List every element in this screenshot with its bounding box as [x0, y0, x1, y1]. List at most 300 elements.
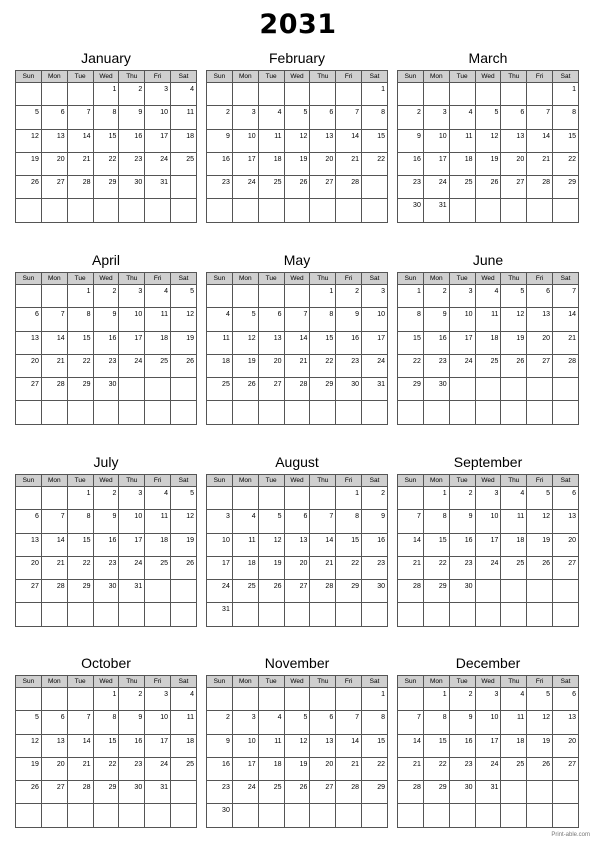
- day-number: 19: [31, 760, 39, 768]
- day-cell: [232, 711, 258, 734]
- day-number: 3: [494, 691, 499, 698]
- day-number: 24: [490, 559, 499, 567]
- day-cell: [41, 510, 67, 533]
- day-cell: [475, 331, 501, 354]
- day-cell: [423, 510, 449, 533]
- day-number: 22: [413, 357, 421, 365]
- weekday-header: Mon: [41, 71, 67, 83]
- day-number: 3: [225, 513, 230, 521]
- day-cell: [207, 580, 233, 603]
- day-number: 23: [377, 559, 385, 567]
- day-cell: [93, 734, 119, 757]
- day-cell: [398, 129, 424, 152]
- weekday-header: Fri: [145, 475, 171, 487]
- day-cell: [398, 580, 424, 603]
- day-cell: [207, 129, 233, 152]
- day-cell: [501, 308, 527, 331]
- day-number: 31: [377, 381, 385, 389]
- day-cell: [145, 152, 171, 175]
- month-name: September: [453, 454, 523, 470]
- weekday-header: Fri: [336, 676, 362, 688]
- day-cell: [362, 176, 388, 199]
- day-number: 4: [164, 288, 169, 295]
- day-cell: [553, 285, 579, 308]
- day-number: 2: [468, 691, 473, 698]
- day-cell: [553, 83, 579, 106]
- day-cell: [398, 556, 424, 579]
- weekday-header: Mon: [423, 273, 449, 285]
- day-number: 9: [138, 714, 143, 722]
- day-number: 18: [464, 155, 473, 163]
- day-number: 8: [86, 513, 91, 521]
- month-table: [397, 474, 579, 627]
- day-cell: [475, 378, 501, 401]
- weekday-header: Sun: [207, 475, 233, 487]
- day-number: 26: [490, 179, 499, 187]
- day-cell: [171, 83, 197, 106]
- day-number: 14: [56, 536, 65, 544]
- day-number: 4: [277, 714, 282, 722]
- day-number: 13: [325, 132, 334, 140]
- weekday-header: Mon: [423, 676, 449, 688]
- day-cell: [527, 603, 553, 626]
- day-number: 19: [542, 737, 551, 745]
- day-cell: [284, 781, 310, 804]
- day-cell: [171, 331, 197, 354]
- day-cell: [171, 510, 197, 533]
- day-cell: [67, 556, 93, 579]
- weekday-header: Thu: [501, 676, 527, 688]
- weekday-header: Tue: [258, 273, 284, 285]
- day-cell: [310, 199, 336, 222]
- day-cell: [310, 285, 336, 308]
- day-cell: [145, 354, 171, 377]
- day-cell: [41, 308, 67, 331]
- day-number: 18: [273, 760, 282, 768]
- day-number: 1: [86, 288, 91, 295]
- day-cell: [527, 354, 553, 377]
- day-number: 12: [186, 513, 194, 521]
- day-cell: [501, 688, 527, 711]
- day-cell: [41, 378, 67, 401]
- day-number: 20: [568, 737, 576, 745]
- day-number: 20: [31, 357, 39, 365]
- day-cell: [16, 83, 42, 106]
- day-cell: [336, 308, 362, 331]
- day-cell: [67, 580, 93, 603]
- weekday-header: Fri: [527, 676, 553, 688]
- day-cell: [41, 331, 67, 354]
- day-cell: [171, 711, 197, 734]
- day-number: 25: [186, 155, 194, 163]
- day-cell: [527, 401, 553, 424]
- month-october: [15, 653, 197, 828]
- day-number: 9: [112, 513, 117, 521]
- day-number: 17: [490, 737, 499, 745]
- day-number: 14: [82, 132, 91, 140]
- day-number: 18: [160, 334, 169, 342]
- day-cell: [310, 688, 336, 711]
- day-number: 21: [82, 760, 91, 768]
- day-number: 28: [82, 784, 91, 792]
- day-cell: [398, 378, 424, 401]
- day-number: 14: [299, 334, 308, 342]
- day-number: 4: [494, 288, 499, 295]
- day-cell: [362, 711, 388, 734]
- day-cell: [423, 129, 449, 152]
- weekday-header: Wed: [93, 71, 119, 83]
- day-cell: [93, 129, 119, 152]
- day-cell: [258, 176, 284, 199]
- weekday-header: Mon: [423, 71, 449, 83]
- day-cell: [336, 176, 362, 199]
- day-cell: [93, 533, 119, 556]
- day-cell: [119, 354, 145, 377]
- day-cell: [362, 354, 388, 377]
- day-number: 28: [568, 357, 576, 365]
- day-cell: [67, 308, 93, 331]
- month-name: February: [268, 50, 326, 66]
- day-number: 2: [416, 109, 421, 117]
- weekday-header: Tue: [67, 475, 93, 487]
- month-name: March: [468, 50, 508, 66]
- day-cell: [284, 556, 310, 579]
- day-cell: [398, 734, 424, 757]
- day-number: 12: [299, 132, 308, 140]
- day-cell: [16, 176, 42, 199]
- day-cell: [232, 354, 258, 377]
- day-number: 25: [186, 760, 194, 768]
- day-number: 5: [546, 490, 551, 497]
- weekday-header: Wed: [284, 71, 310, 83]
- day-number: 21: [351, 155, 360, 163]
- day-number: 7: [60, 513, 65, 521]
- day-cell: [93, 510, 119, 533]
- day-number: 10: [247, 132, 256, 140]
- weekday-header: Sat: [553, 273, 579, 285]
- day-number: 10: [490, 714, 499, 722]
- day-number: 27: [31, 583, 39, 591]
- day-number: 7: [416, 714, 421, 722]
- day-cell: [310, 781, 336, 804]
- day-cell: [16, 378, 42, 401]
- day-number: 22: [82, 559, 91, 567]
- day-number: 8: [416, 311, 421, 319]
- day-number: 19: [516, 334, 525, 342]
- day-number: 28: [56, 381, 65, 389]
- day-cell: [16, 401, 42, 424]
- day-number: 18: [273, 155, 282, 163]
- day-number: 11: [274, 737, 282, 745]
- day-number: 13: [31, 536, 39, 544]
- month-name: July: [93, 454, 119, 470]
- day-number: 2: [468, 490, 473, 497]
- day-number: 9: [225, 132, 230, 140]
- day-number: 21: [542, 155, 551, 163]
- day-number: 13: [542, 311, 551, 319]
- day-cell: [93, 580, 119, 603]
- weekday-header: Sat: [362, 273, 388, 285]
- day-cell: [553, 711, 579, 734]
- day-cell: [475, 580, 501, 603]
- day-cell: [93, 781, 119, 804]
- day-number: 25: [490, 357, 499, 365]
- day-number: 20: [56, 760, 65, 768]
- day-number: 11: [465, 132, 473, 140]
- day-cell: [145, 533, 171, 556]
- month-name: November: [264, 655, 330, 671]
- day-cell: [553, 603, 579, 626]
- day-number: 11: [186, 714, 194, 722]
- day-cell: [145, 378, 171, 401]
- day-cell: [398, 757, 424, 780]
- weekday-header: Thu: [119, 475, 145, 487]
- day-cell: [258, 757, 284, 780]
- day-cell: [336, 354, 362, 377]
- day-number: 12: [542, 513, 551, 521]
- day-cell: [284, 804, 310, 827]
- day-number: 12: [516, 311, 525, 319]
- day-cell: [41, 580, 67, 603]
- day-cell: [362, 285, 388, 308]
- day-number: 17: [490, 536, 499, 544]
- day-cell: [310, 401, 336, 424]
- day-number: 23: [438, 357, 447, 365]
- day-number: 11: [160, 311, 169, 319]
- day-number: 22: [377, 155, 385, 163]
- day-cell: [119, 804, 145, 827]
- day-number: 31: [160, 784, 169, 792]
- day-number: 22: [568, 155, 576, 163]
- day-number: 14: [325, 536, 334, 544]
- weekday-header: Tue: [449, 71, 475, 83]
- day-number: 7: [572, 288, 576, 295]
- day-number: 18: [186, 737, 194, 745]
- day-cell: [336, 781, 362, 804]
- day-number: 30: [377, 583, 385, 591]
- day-number: 25: [464, 179, 473, 187]
- day-number: 1: [86, 490, 91, 497]
- day-cell: [501, 106, 527, 129]
- day-cell: [67, 285, 93, 308]
- day-cell: [171, 129, 197, 152]
- day-number: 10: [247, 737, 256, 745]
- day-number: 11: [491, 311, 499, 319]
- weekday-header: Wed: [93, 676, 119, 688]
- day-cell: [310, 354, 336, 377]
- day-number: 19: [186, 334, 194, 342]
- day-cell: [258, 533, 284, 556]
- day-cell: [16, 510, 42, 533]
- day-cell: [119, 603, 145, 626]
- day-cell: [501, 129, 527, 152]
- day-cell: [310, 757, 336, 780]
- day-number: 29: [377, 784, 385, 792]
- day-cell: [310, 556, 336, 579]
- day-cell: [207, 734, 233, 757]
- day-cell: [310, 734, 336, 757]
- day-number: 14: [56, 334, 65, 342]
- day-cell: [67, 734, 93, 757]
- day-cell: [475, 401, 501, 424]
- day-cell: [310, 711, 336, 734]
- day-cell: [553, 580, 579, 603]
- weekday-header: Wed: [93, 475, 119, 487]
- day-cell: [232, 199, 258, 222]
- day-number: 10: [222, 536, 230, 544]
- weekday-header: Thu: [119, 273, 145, 285]
- day-cell: [336, 711, 362, 734]
- day-number: 22: [108, 760, 117, 768]
- weekday-header: Sat: [553, 71, 579, 83]
- day-cell: [501, 781, 527, 804]
- day-cell: [527, 106, 553, 129]
- day-cell: [119, 176, 145, 199]
- weekday-header: Fri: [527, 475, 553, 487]
- day-cell: [398, 106, 424, 129]
- day-cell: [93, 106, 119, 129]
- day-number: 14: [542, 132, 551, 140]
- day-cell: [41, 401, 67, 424]
- day-cell: [93, 487, 119, 510]
- day-cell: [501, 378, 527, 401]
- day-cell: [284, 711, 310, 734]
- month-name: May: [283, 252, 311, 268]
- day-cell: [258, 580, 284, 603]
- day-cell: [336, 580, 362, 603]
- day-number: 29: [108, 784, 117, 792]
- day-number: 13: [31, 334, 39, 342]
- day-number: 30: [134, 179, 143, 187]
- day-cell: [67, 510, 93, 533]
- day-number: 9: [381, 513, 385, 521]
- month-name: June: [472, 252, 504, 268]
- day-number: 24: [134, 559, 143, 567]
- day-number: 26: [542, 760, 551, 768]
- day-number: 1: [112, 86, 117, 93]
- day-number: 15: [325, 334, 334, 342]
- weekday-header: Sun: [207, 71, 233, 83]
- day-number: 24: [438, 179, 447, 187]
- day-cell: [145, 176, 171, 199]
- day-number: 1: [442, 691, 447, 698]
- day-cell: [398, 331, 424, 354]
- weekday-header: Sat: [553, 676, 579, 688]
- day-number: 26: [273, 583, 282, 591]
- day-cell: [171, 533, 197, 556]
- day-cell: [16, 152, 42, 175]
- weekday-header: Sat: [171, 71, 197, 83]
- day-cell: [362, 734, 388, 757]
- day-number: 24: [222, 583, 230, 591]
- day-cell: [67, 83, 93, 106]
- month-september: [397, 452, 579, 627]
- day-number: 20: [516, 155, 525, 163]
- day-cell: [362, 152, 388, 175]
- day-cell: [258, 106, 284, 129]
- day-number: 19: [299, 155, 308, 163]
- day-number: 20: [56, 155, 65, 163]
- day-cell: [67, 354, 93, 377]
- day-cell: [207, 176, 233, 199]
- day-number: 12: [299, 737, 308, 745]
- day-number: 29: [82, 583, 91, 591]
- day-cell: [258, 331, 284, 354]
- day-cell: [284, 510, 310, 533]
- day-number: 12: [31, 132, 39, 140]
- day-cell: [398, 285, 424, 308]
- day-number: 5: [34, 109, 39, 117]
- day-cell: [119, 152, 145, 175]
- day-number: 10: [438, 132, 447, 140]
- day-cell: [16, 106, 42, 129]
- day-number: 8: [572, 109, 576, 117]
- weekday-header: Thu: [501, 475, 527, 487]
- day-number: 28: [82, 179, 91, 187]
- day-cell: [145, 83, 171, 106]
- day-cell: [232, 734, 258, 757]
- weekday-header: Sun: [16, 475, 42, 487]
- day-cell: [171, 487, 197, 510]
- day-number: 29: [325, 381, 334, 389]
- day-number: 19: [299, 760, 308, 768]
- day-number: 22: [377, 760, 385, 768]
- day-number: 19: [247, 357, 256, 365]
- day-number: 23: [108, 559, 117, 567]
- day-cell: [423, 199, 449, 222]
- day-cell: [119, 199, 145, 222]
- month-name: August: [275, 454, 319, 470]
- day-number: 4: [468, 109, 473, 117]
- weekday-header: Fri: [527, 71, 553, 83]
- day-cell: [362, 688, 388, 711]
- day-cell: [207, 757, 233, 780]
- day-cell: [41, 533, 67, 556]
- day-cell: [527, 83, 553, 106]
- day-cell: [527, 152, 553, 175]
- day-cell: [398, 781, 424, 804]
- day-number: 6: [277, 311, 282, 319]
- day-cell: [553, 734, 579, 757]
- day-number: 9: [468, 714, 473, 722]
- day-cell: [501, 556, 527, 579]
- day-cell: [93, 556, 119, 579]
- day-cell: [207, 688, 233, 711]
- day-cell: [119, 757, 145, 780]
- day-cell: [258, 308, 284, 331]
- day-cell: [16, 757, 42, 780]
- day-cell: [232, 129, 258, 152]
- weekday-header: Sat: [171, 475, 197, 487]
- day-cell: [171, 804, 197, 827]
- day-cell: [336, 603, 362, 626]
- day-cell: [310, 106, 336, 129]
- day-cell: [475, 556, 501, 579]
- month-table: [206, 675, 388, 828]
- day-cell: [16, 331, 42, 354]
- day-number: 7: [546, 109, 551, 117]
- day-cell: [145, 580, 171, 603]
- day-cell: [527, 556, 553, 579]
- month-name: January: [81, 50, 131, 66]
- day-number: 6: [546, 288, 551, 295]
- day-number: 1: [442, 490, 447, 497]
- day-cell: [93, 285, 119, 308]
- day-cell: [398, 711, 424, 734]
- day-cell: [310, 804, 336, 827]
- day-cell: [119, 83, 145, 106]
- day-cell: [449, 331, 475, 354]
